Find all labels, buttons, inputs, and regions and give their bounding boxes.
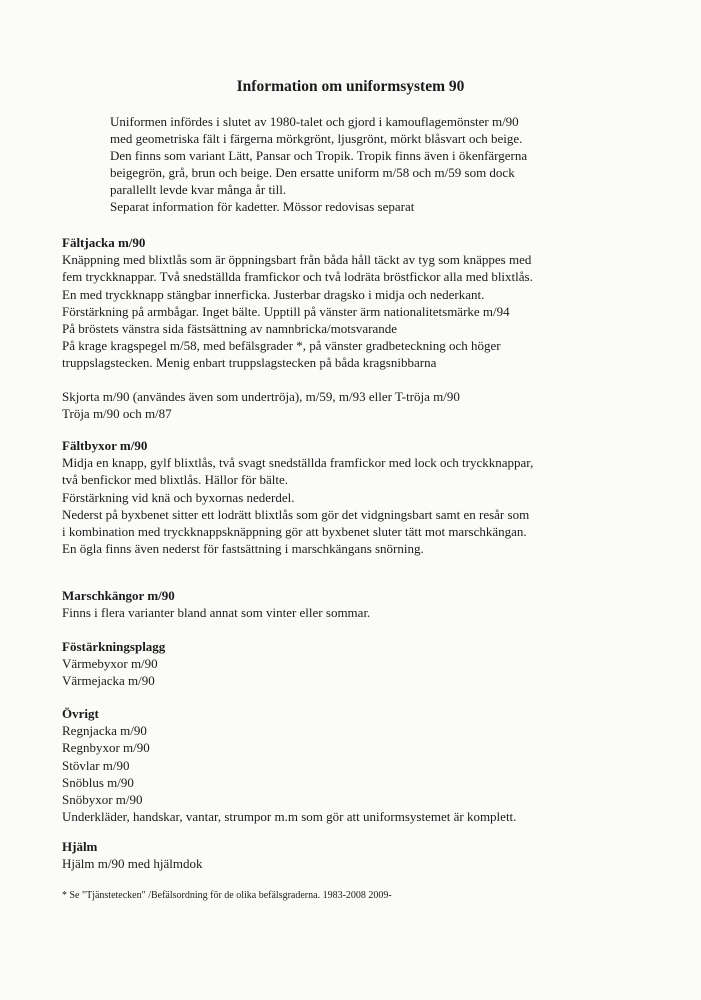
section-line: På krage kragspegel m/58, med befälsgrader *, på vänster gradbeteckning och höger [62,338,501,354]
section-line: Regnjacka m/90 [62,723,147,739]
section-ovrigt [62,705,662,825]
section-line: Underkläder, handskar, vantar, strumpor m.m som gör att uniformsystemet är komplett. [62,809,517,825]
section-marschkangor [62,587,662,621]
section-line: En med tryckknapp stängbar innerficka. Justerbar dragsko i midja och nederkant. [62,286,485,302]
intro-paragraph [110,113,610,216]
section-line: Skjorta m/90 (användes även som undertröja), m/59, m/93 eller T-tröja m/90 [62,389,460,404]
section-skjorta [62,388,662,422]
intro-line: Separat information för kadetter. Mössor redovisas separat [110,199,415,215]
section-line: På bröstets vänstra sida fästsättning av namnbricka/motsvarande [62,321,398,337]
section-line: Värmebyxor m/90 [62,656,158,672]
section-line: Knäppning med blixtlås som är öppningsbart från båda håll täckt av tyg som knäppes med [62,252,532,268]
section-line: Tröja m/90 och m/87 [62,406,172,422]
section-heading: Fältbyxor m/90 [62,438,148,453]
section-line: Snöblus m/90 [62,774,134,790]
section-line: Stövlar m/90 [62,757,130,773]
footnote: * Se "Tjänstetecken" /Befälsordning för de olika befälsgraderna. 1983-2008 2009- [62,890,392,901]
section-line: Finns i flera varianter bland annat som vinter eller sommar. [62,605,371,621]
section-faltbyxor [62,437,662,557]
page-title: Information om uniformsystem 90 [236,78,465,95]
section-faltjacka [62,234,662,372]
section-line: i kombination med tryckknappsknäppning gör att byxbenet sluter tätt mot marschkängan. [62,524,527,540]
section-heading: Marschkängor m/90 [62,588,175,603]
section-heading: Hjälm [62,839,98,854]
intro-line: med geometriska fält i färgerna mörkgrönt, ljusgrönt, mörkt blåsvart och beige. [110,131,523,147]
section-line: två benfickor med blixtlås. Hällor för bälte. [62,472,288,488]
section-line: Regnbyxor m/90 [62,740,150,756]
section-line: Nederst på byxbenet sitter ett lodrätt blixtlås som gör det vidgningsbart samt en resår som [62,506,530,522]
intro-line: beigegrön, grå, brun och beige. Den ersatte uniform m/58 och m/59 som dock [110,165,515,181]
section-line: Hjälm m/90 med hjälmdok [62,856,203,872]
intro-line: Uniformen infördes i slutet av 1980-talet och gjord i kamouflagemönster m/90 [110,114,519,129]
section-line: Snöbyxor m/90 [62,792,143,808]
section-heading: Övrigt [62,706,99,721]
section-line: En ögla finns även nederst för fastsättning i marschkängans snörning. [62,541,424,557]
section-line: Förstärkning på armbågar. Inget bälte. Upptill på vänster ärm nationalitetsmärke m/94 [62,303,510,319]
section-line: Förstärkning vid knä och byxornas nederdel. [62,489,295,505]
section-forstarkning [62,638,662,690]
section-line: Midja en knapp, gylf blixtlås, två svagt snedställda framfickor med lock och tryckknappar, [62,455,534,471]
intro-line: parallellt levde kvar många år till. [110,182,287,198]
section-heading: Fältjacka m/90 [62,235,146,250]
section-heading: Föstärkningsplagg [62,639,166,654]
section-line: fem tryckknappar. Två snedställda framfickor och två lodräta bröstfickor alla med blixtlås. [62,269,533,285]
section-hjalm [62,838,662,872]
section-line: Värmejacka m/90 [62,673,155,689]
intro-line: Den finns som variant Lätt, Pansar och Tropik. Tropik finns även i ökenfärgerna [110,148,528,164]
section-line: truppslagstecken. Menig enbart truppslagstecken på båda kragsnibbarna [62,355,437,371]
